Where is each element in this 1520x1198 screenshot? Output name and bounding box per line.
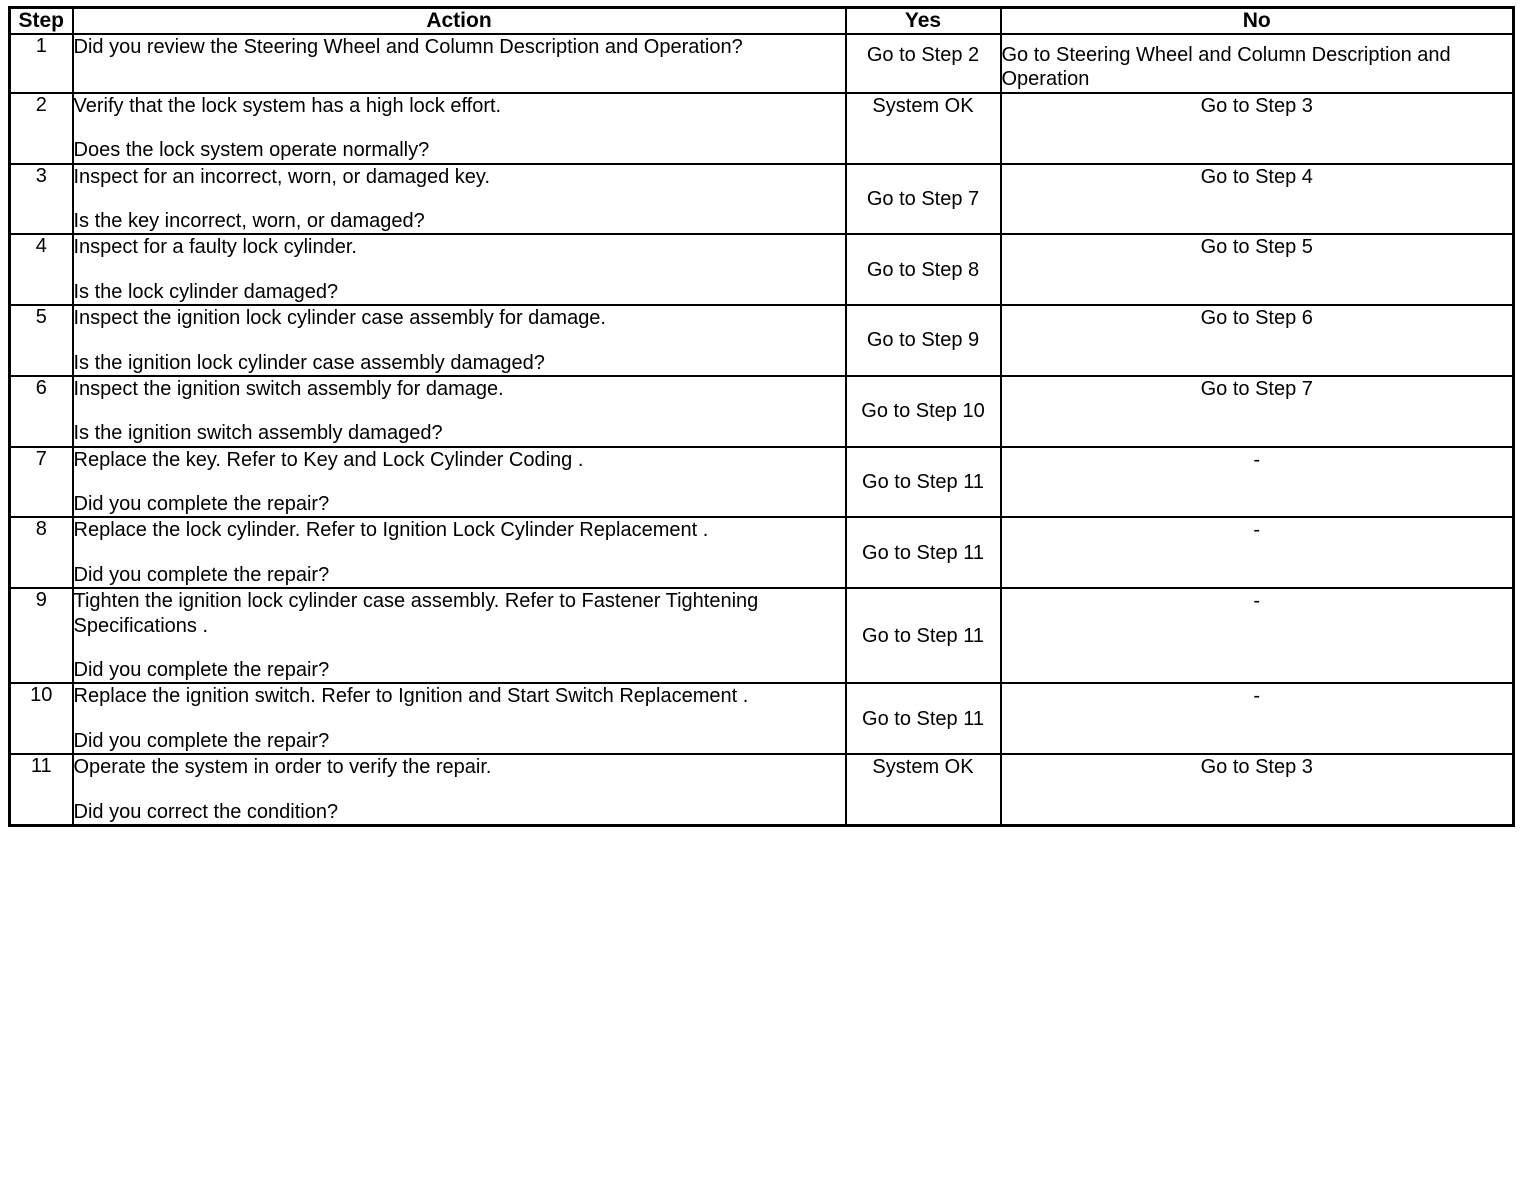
cell-action: [73, 447, 846, 518]
cell-no: Go to Step 3: [1001, 93, 1514, 164]
action-line-1: Replace the lock cylinder. Refer to Ignition Lock Cylinder Replacement .: [73, 519, 709, 542]
cell-step: 3: [10, 164, 73, 235]
cell-yes: Go to Step 7: [846, 164, 1001, 235]
cell-yes: Go to Step 9: [846, 305, 1001, 376]
cell-step: 2: [10, 93, 73, 164]
cell-no: -: [1001, 517, 1514, 588]
cell-action: [73, 588, 846, 683]
table-row: [10, 34, 1514, 93]
cell-action: [73, 305, 846, 376]
cell-yes: Go to Step 8: [846, 234, 1001, 305]
column-header-step: Step: [10, 8, 73, 35]
action-line-2: Is the ignition switch assembly damaged?: [73, 422, 443, 445]
action-line-2: Is the ignition lock cylinder case assembly damaged?: [73, 351, 545, 374]
table-header: [10, 8, 1514, 35]
cell-no: Go to Step 3: [1001, 754, 1514, 825]
cell-action: [73, 376, 846, 447]
table-row: [10, 754, 1514, 825]
cell-step: 4: [10, 234, 73, 305]
action-line-1: Inspect the ignition switch assembly for damage.: [73, 377, 504, 400]
table-row: [10, 447, 1514, 518]
action-line-1: Verify that the lock system has a high lock effort.: [73, 94, 502, 117]
table-row: [10, 305, 1514, 376]
column-header-no: No: [1001, 8, 1514, 35]
document-page: [0, 6, 1520, 1198]
action-line-2: Is the lock cylinder damaged?: [73, 280, 339, 303]
cell-no: -: [1001, 588, 1514, 683]
table-row: [10, 234, 1514, 305]
action-line-1: Operate the system in order to verify the repair.: [73, 756, 492, 779]
yes-text: Go to Step 2: [866, 44, 980, 66]
table-row: [10, 517, 1514, 588]
action-line-2: Did you complete the repair?: [73, 729, 330, 752]
cell-yes: Go to Step 11: [846, 683, 1001, 754]
cell-yes: System OK: [846, 93, 1001, 164]
table-row: [10, 93, 1514, 164]
action-line-2: Did you complete the repair?: [73, 659, 330, 682]
cell-step: 9: [10, 588, 73, 683]
action-line-1: Inspect the ignition lock cylinder case assembly for damage.: [73, 307, 606, 330]
cell-step: 8: [10, 517, 73, 588]
cell-action: [73, 683, 846, 754]
cell-yes: [846, 34, 1001, 93]
action-line-1: Inspect for an incorrect, worn, or damaged key.: [73, 165, 490, 188]
action-line-2: Did you complete the repair?: [73, 563, 330, 586]
action-line-1: Inspect for a faulty lock cylinder.: [73, 236, 357, 259]
table-row: [10, 683, 1514, 754]
action-line-1: Replace the ignition switch. Refer to Ignition and Start Switch Replacement .: [73, 685, 749, 708]
cell-action: [73, 93, 846, 164]
cell-action: [73, 164, 846, 235]
column-header-yes: Yes: [846, 8, 1001, 35]
cell-action: [73, 34, 846, 93]
action-line-2: Did you correct the condition?: [73, 800, 339, 823]
table-body: [10, 34, 1514, 825]
header-row: [10, 8, 1514, 35]
action-line-1: Tighten the ignition lock cylinder case assembly. Refer to Fastener Tightening Specifications .: [73, 590, 759, 637]
cell-step: 6: [10, 376, 73, 447]
cell-no: Go to Step 7: [1001, 376, 1514, 447]
cell-no: -: [1001, 447, 1514, 518]
action-line-2: Is the key incorrect, worn, or damaged?: [73, 209, 425, 232]
cell-no: Go to Step 4: [1001, 164, 1514, 235]
action-line-1: Did you review the Steering Wheel and Column Description and Operation?: [73, 36, 743, 58]
column-header-action: Action: [73, 8, 846, 35]
cell-step: 1: [10, 34, 73, 93]
cell-step: 11: [10, 754, 73, 825]
cell-yes: Go to Step 11: [846, 447, 1001, 518]
cell-action: [73, 517, 846, 588]
cell-no: -: [1001, 683, 1514, 754]
cell-yes: Go to Step 10: [846, 376, 1001, 447]
action-line-2: Did you complete the repair?: [73, 493, 330, 516]
cell-no: Go to Step 6: [1001, 305, 1514, 376]
cell-yes: System OK: [846, 754, 1001, 825]
cell-yes: Go to Step 11: [846, 588, 1001, 683]
cell-no: Go to Steering Wheel and Column Description and Operation: [1001, 34, 1514, 93]
table-row: [10, 588, 1514, 683]
action-line-1: Replace the key. Refer to Key and Lock Cylinder Coding .: [73, 448, 584, 471]
cell-no: Go to Step 5: [1001, 234, 1514, 305]
cell-action: [73, 754, 846, 825]
cell-step: 10: [10, 683, 73, 754]
cell-action: [73, 234, 846, 305]
action-line-2: Does the lock system operate normally?: [73, 139, 430, 162]
cell-yes: Go to Step 11: [846, 517, 1001, 588]
diagnostic-steps-table: [8, 6, 1515, 827]
table-row: [10, 376, 1514, 447]
cell-step: 7: [10, 447, 73, 518]
cell-step: 5: [10, 305, 73, 376]
table-row: [10, 164, 1514, 235]
